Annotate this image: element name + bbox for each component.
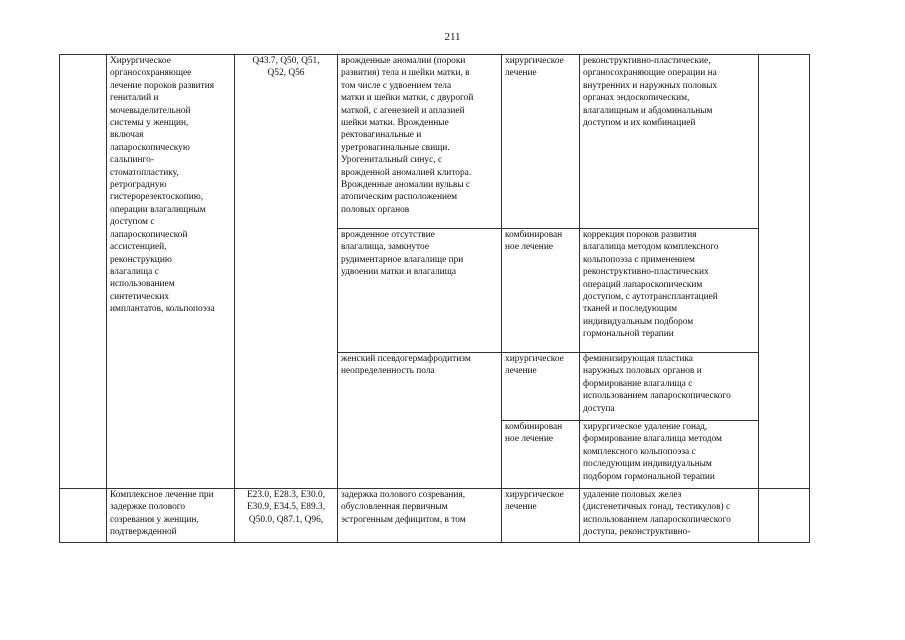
treatment-name-cell: Хирургическое органосохраняющее лечение пороков развития гениталий и мочевыделительной системы у женщин, включая лапароскопическую сальпинго- стоматопластику, ретроградную гистерорезектоскопию, операции влагалищным доступом с лапароскопической ассистенцией, реконструкцию влагалища с использованием синтетических имплантатов, кольпопоэза xyxy=(107,55,235,489)
table-row xyxy=(60,55,810,229)
treatment-method-cell: феминизирующая пластика наружных половых органов и формирование влагалища с использованием лапароскопического доступа xyxy=(580,353,759,421)
page-number: 211 xyxy=(444,31,461,43)
treatment-name-cell: Комплексное лечение при задержке полового созревания у женщин, подтвержденной xyxy=(107,489,235,543)
treatment-type-cell: хирургическое лечение xyxy=(502,489,580,543)
treatment-type-cell: хирургическое лечение xyxy=(502,353,580,421)
patient-model-cell: врожденные аномалии (пороки развития) тела и шейки матки, в том числе с удвоением тела матки и шейки матки, с двурогой маткой, с агенезией и аплазией шейки матки. Врожденные ректовагинальные и уретровагинальные свищи. Урогенитальный синус, с врожденной аномалией клитора. Врожденные аномалии вульвы с атопическим расположением половых органов xyxy=(338,55,502,229)
treatment-method-cell: хирургическое удаление гонад, формирование влагалища методом комплексного кольпопоэза с последующим индивидуальным подбором гормональной терапии xyxy=(580,421,759,489)
treatment-type-cell: хирургическое лечение xyxy=(502,55,580,229)
treatment-type-cell: комбинирован ное лечение xyxy=(502,229,580,353)
extra-cell xyxy=(759,55,810,489)
treatment-method-cell: коррекция пороков развития влагалища методом комплексного кольпопоэза с применением реконструктивно-пластических операций лапароскопическим доступом, с аутотрансплантацией тканей и последующим индивидуальным подбором гормональной терапии xyxy=(580,229,759,353)
patient-model-cell: врожденное отсутствие влагалища, замкнутое рудиментарное влагалище при удвоении матки и влагалища xyxy=(338,229,502,353)
row-number-cell xyxy=(60,489,107,543)
icd-codes-cell: Q43.7, Q50, Q51, Q52, Q56 xyxy=(235,55,338,489)
treatment-type-cell: комбинирован ное лечение xyxy=(502,421,580,489)
icd-codes-cell: E23.0, E28.3, E30.0, E30.9, E34.5, E89.3, Q50.0, Q87.1, Q96, xyxy=(235,489,338,543)
table-row xyxy=(60,489,810,543)
extra-cell xyxy=(759,489,810,543)
patient-model-cell: задержка полового созревания, обусловленная первичным эстрогенным дефицитом, в том xyxy=(338,489,502,543)
treatment-method-cell: реконструктивно-пластические, органосохраняющие операции на внутренних и наружных половых органах эндоскопическим, влагалищным и абдоминальным доступом и их комбинацией xyxy=(580,55,759,229)
treatment-method-cell: удаление половых желез (дисгенетичных гонад, тестикулов) с использованием лапароскопического доступа, реконструктивно- xyxy=(580,489,759,543)
row-number-cell xyxy=(60,55,107,489)
treatment-table xyxy=(59,54,810,543)
patient-model-cell: женский псевдогермафродитизм неопределенность пола xyxy=(338,353,502,489)
